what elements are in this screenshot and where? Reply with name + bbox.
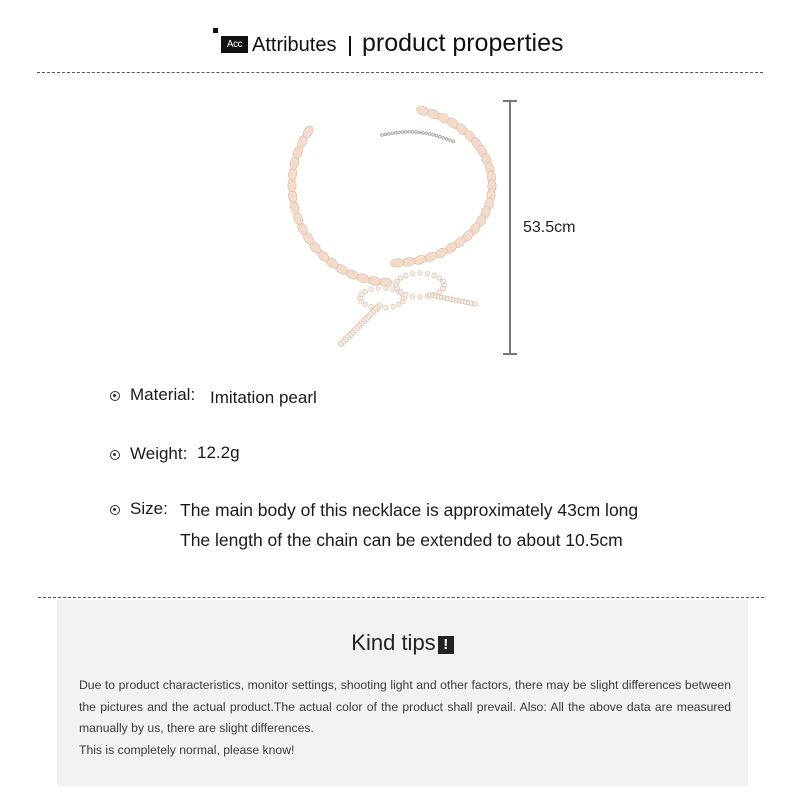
chain-link <box>435 134 438 137</box>
weight-label: Weight: <box>130 444 188 463</box>
chain-link <box>415 131 418 134</box>
chain-link <box>401 131 404 134</box>
chain-link <box>411 131 414 134</box>
pearl-bead <box>425 270 431 276</box>
chain-link <box>428 133 431 136</box>
chain-link <box>391 132 394 135</box>
chain-link <box>432 134 435 137</box>
tips-closing: This is completely normal, please know! <box>79 742 295 757</box>
pearl-bead <box>418 294 422 299</box>
logo-dot <box>213 28 218 33</box>
dimension-line <box>509 101 511 355</box>
bullet-icon <box>110 450 120 460</box>
tips-title <box>57 630 748 656</box>
length-dimension-label: 53.5cm <box>523 219 576 236</box>
tips-body <box>79 675 731 761</box>
material-label: Material: <box>130 385 196 404</box>
chain-link <box>452 140 455 143</box>
bullet-icon <box>110 505 120 515</box>
weight-value: 12.2g <box>197 443 240 462</box>
chain-link <box>439 135 442 138</box>
necklace-image <box>270 90 520 365</box>
size-line-2: The length of the chain can be extended to about 10.5cm <box>180 530 623 550</box>
top-divider <box>37 72 763 73</box>
page-header <box>0 26 800 66</box>
chain-link <box>425 132 428 135</box>
chain-link <box>418 131 421 134</box>
pearl-bead <box>431 272 437 279</box>
chain-link <box>381 134 384 137</box>
pearl-bead <box>410 293 416 299</box>
size-line-1: The main body of this necklace is approximately 43cm long <box>180 500 639 520</box>
chain-link <box>388 133 391 136</box>
attributes-label: Attributes <box>252 34 337 56</box>
pearl-bead <box>376 285 381 291</box>
middle-divider <box>38 597 764 598</box>
chain-link <box>449 139 452 142</box>
pearl-bead <box>390 303 396 310</box>
dimension-cap-bottom <box>503 353 517 355</box>
pearl-bead <box>403 272 409 279</box>
brand-logo: Acc <box>221 36 248 53</box>
chain-link <box>405 131 408 134</box>
material-value: Imitation pearl <box>210 388 317 407</box>
pearl-bead <box>418 270 422 275</box>
chain-link <box>422 132 425 135</box>
exclamation-icon: ! <box>438 636 454 654</box>
tips-title-text: Kind tips <box>351 630 436 655</box>
page-title: product properties <box>362 29 564 57</box>
title-separator <box>349 36 351 56</box>
chain-link <box>408 131 411 134</box>
chain-link <box>384 133 387 136</box>
kind-tips-panel <box>57 600 748 786</box>
tips-disclaimer: Due to product characteristics, monitor settings, shooting light and other factors, there may be slight differences between the pictures and the actual product.The actual color of the product shall prevail. Also: All the above data are measured manually by us, there are slight differences. <box>79 678 731 735</box>
pearl-bead <box>410 270 416 276</box>
chain-link <box>445 138 448 141</box>
chain-link <box>394 132 397 135</box>
pearl-bead <box>383 305 388 311</box>
pearl-bead <box>368 286 374 293</box>
chain-link <box>398 131 401 134</box>
bullet-icon <box>110 391 120 401</box>
size-label: Size: <box>130 499 168 518</box>
pearl-bead <box>390 258 403 267</box>
chain-link <box>442 137 445 140</box>
